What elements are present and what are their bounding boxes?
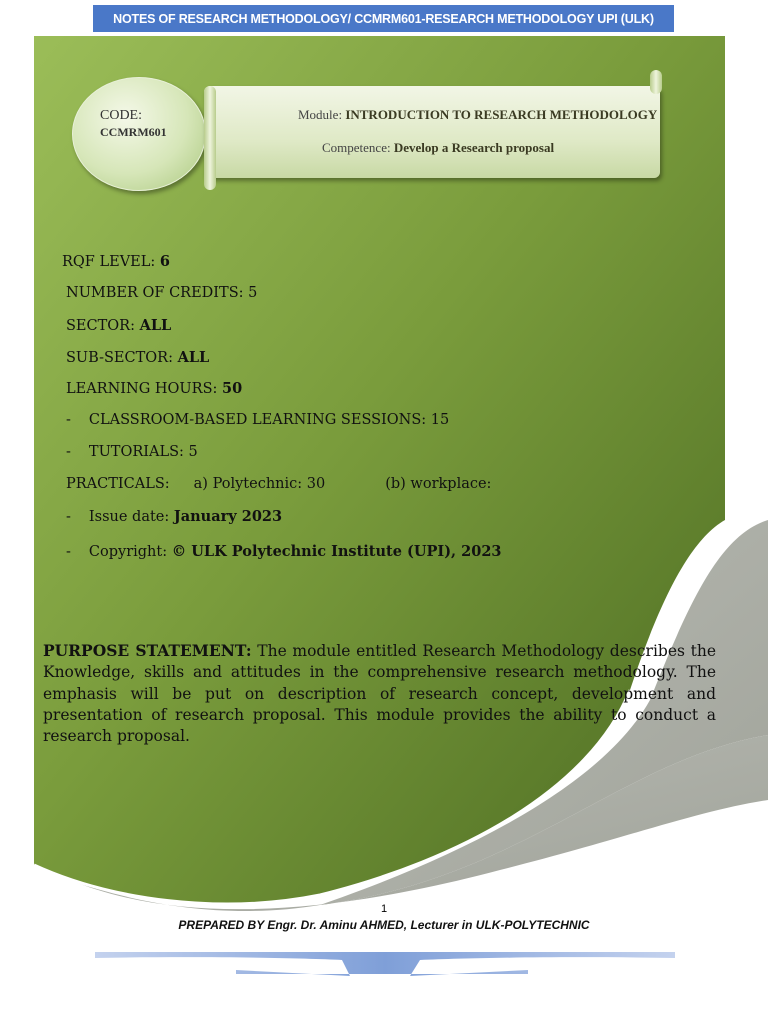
prepared-by: PREPARED BY Engr. Dr. Aminu AHMED, Lecturer in ULK-POLYTECHNIC (178, 918, 590, 932)
footer-ornament (95, 952, 675, 976)
classroom-sessions: - CLASSROOM-BASED LEARNING SESSIONS: 15 (66, 412, 450, 428)
code-label: CODE: (100, 108, 142, 123)
competence-value: Develop a Research proposal (393, 140, 555, 155)
number-of-credits: NUMBER OF CREDITS: 5 (66, 285, 258, 301)
rqf-level: RQF LEVEL: 6 (62, 253, 170, 270)
issue-date: - Issue date: January 2023 (66, 508, 283, 525)
learning-hours: LEARNING HOURS: 50 (66, 380, 243, 397)
sub-sector: SUB-SECTOR: ALL (66, 349, 210, 366)
module-label: Module: (298, 107, 343, 122)
copyright: - Copyright: © ULK Polytechnic Institute (UPI), 2023 (66, 543, 502, 560)
purpose-text: The module entitled Research Methodology describes the Knowledge, skills and attitudes in the comprehensive research methodology. The emphasis will be put on description of research concept, development and presentation of research proposal. This module provides the ability to conduct a research proposal. (43, 642, 716, 746)
banner-scroll-left (204, 86, 216, 190)
module-value: INTRODUCTION TO RESEARCH METHODOLOGY (345, 107, 658, 122)
purpose-statement (43, 640, 716, 747)
purpose-label: PURPOSE STATEMENT: (43, 641, 252, 660)
header-title: NOTES OF RESEARCH METHODOLOGY/ CCMRM601-RESEARCH METHODOLOGY UPI (ULK) (113, 11, 654, 26)
sector: SECTOR: ALL (66, 317, 172, 334)
page-number: 1 (380, 903, 388, 915)
practicals: PRACTICALS: a) Polytechnic: 30 (b) workplace: (66, 476, 492, 492)
code-box (100, 108, 167, 140)
banner-scroll-right (650, 70, 662, 94)
module-banner (204, 86, 660, 178)
tutorials: - TUTORIALS: 5 (66, 444, 198, 460)
competence-label: Competence: (322, 140, 391, 155)
competence-line (322, 140, 554, 156)
module-line (298, 107, 657, 123)
code-value: CCMRM601 (100, 125, 167, 139)
